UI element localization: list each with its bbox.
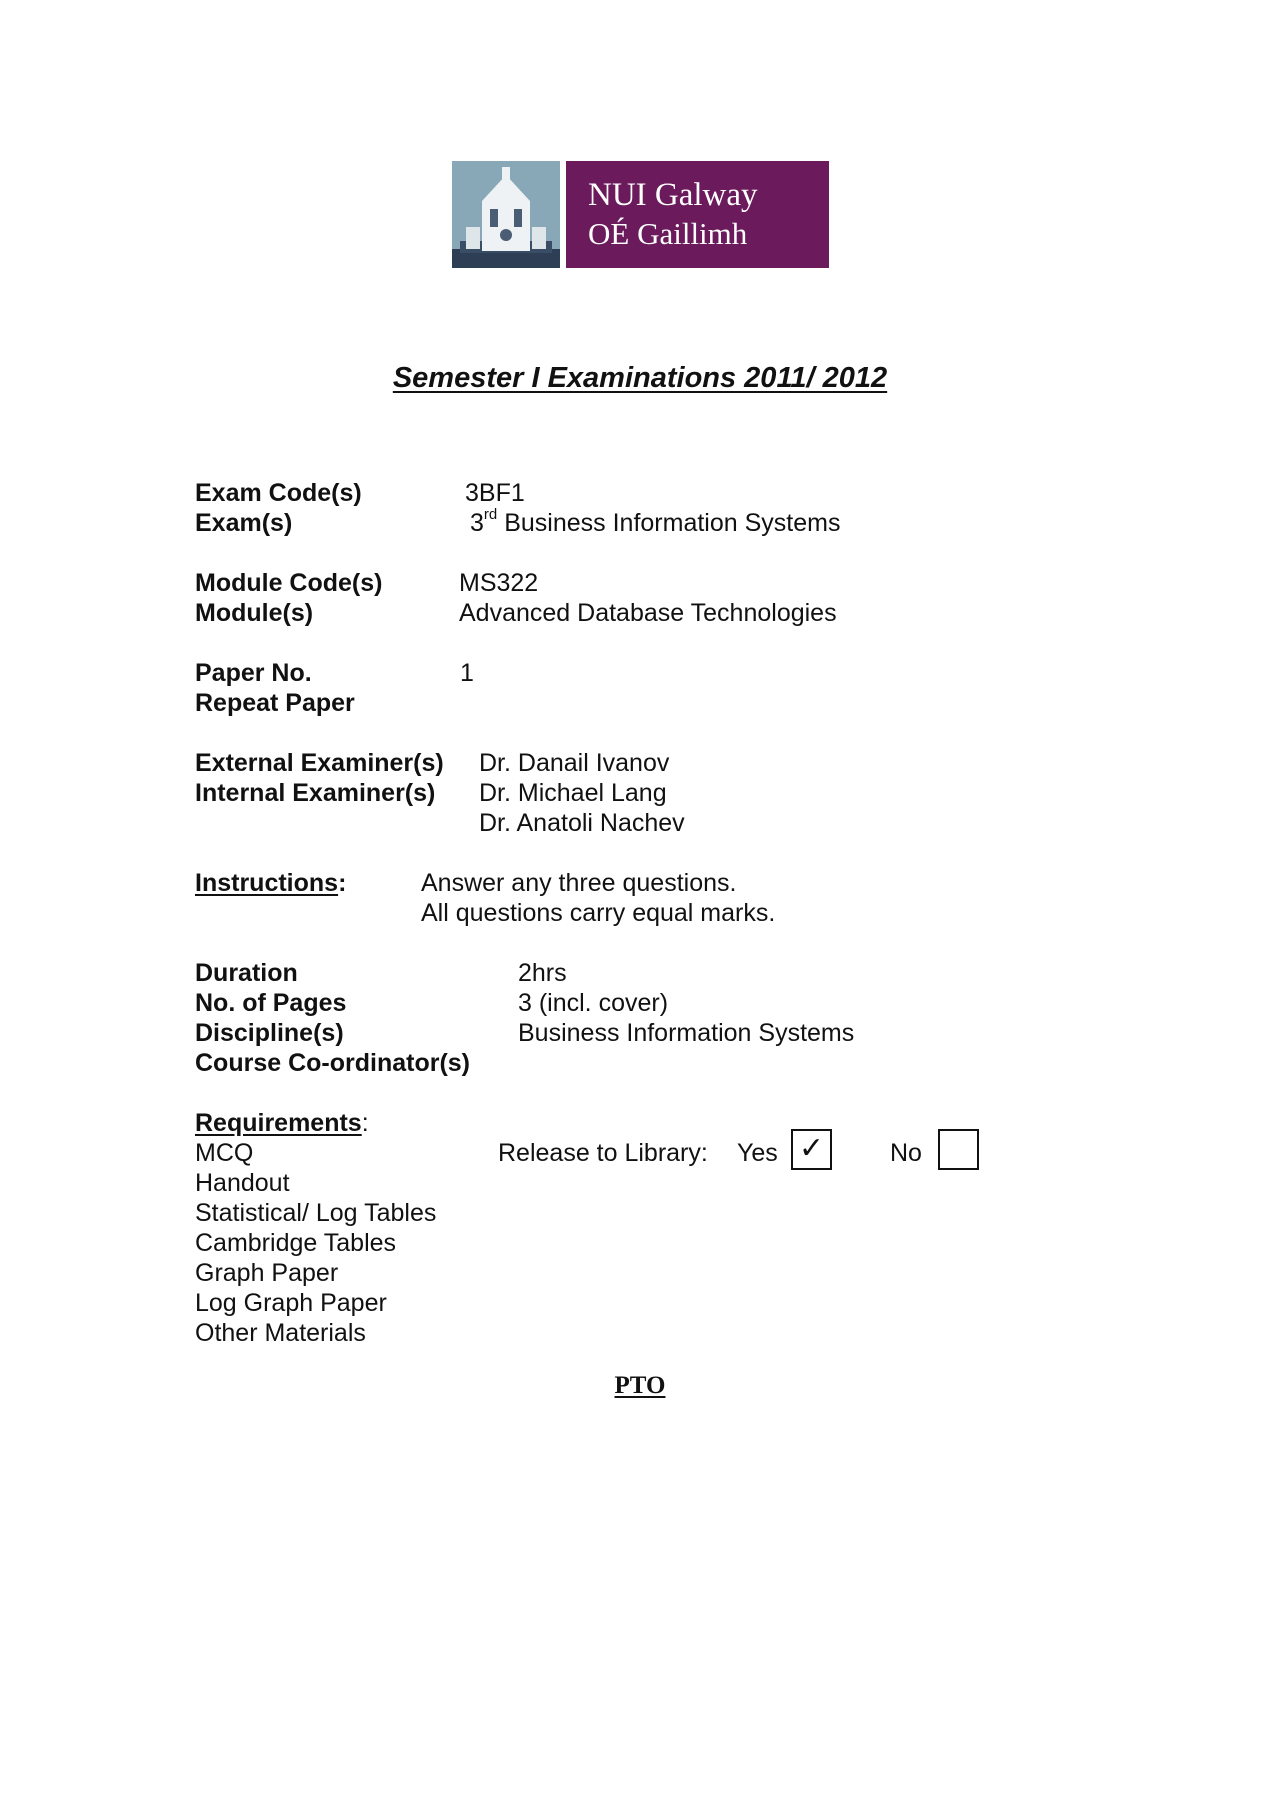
logo-line-irish: OÉ Gaillimh [588, 216, 748, 251]
pages-label: No. of Pages [195, 989, 347, 1017]
exam-value [470, 505, 841, 538]
exam-code-value: 3BF1 [465, 479, 525, 507]
exam-code-label: Exam Code(s) [195, 479, 362, 507]
release-yes-checkbox[interactable] [791, 1129, 832, 1170]
duration-label: Duration [195, 959, 298, 987]
requirement-item: Graph Paper [195, 1259, 339, 1287]
requirement-item: Handout [195, 1169, 290, 1197]
requirement-item: Log Graph Paper [195, 1289, 387, 1317]
coordinator-label: Course Co-ordinator(s) [195, 1049, 470, 1077]
logo-wordmark [566, 161, 829, 268]
building-tower-icon [452, 161, 560, 268]
module-code-label: Module Code(s) [195, 569, 383, 597]
exam-programme: Business Information Systems [504, 509, 841, 537]
instruction-line: Answer any three questions. [421, 869, 737, 897]
requirement-item: Statistical/ Log Tables [195, 1199, 437, 1227]
module-value: Advanced Database Technologies [459, 599, 837, 627]
pto-footer: PTO [614, 1372, 666, 1399]
requirement-item: Other Materials [195, 1319, 366, 1347]
requirement-item: MCQ [195, 1139, 254, 1167]
module-code-value: MS322 [459, 569, 539, 597]
instructions-label: Instructions: [195, 869, 347, 897]
external-examiner-value: Dr. Danail Ivanov [479, 749, 670, 777]
exam-year-number: 3 [470, 509, 484, 537]
logo-line-english: NUI Galway [588, 177, 758, 213]
page-title: Semester I Examinations 2011/ 2012 [392, 362, 888, 394]
paper-no-value: 1 [460, 659, 474, 687]
release-to-library-label: Release to Library: [498, 1139, 708, 1167]
internal-examiner-value: Dr. Anatoli Nachev [479, 809, 685, 837]
discipline-value: Business Information Systems [518, 1019, 855, 1047]
requirements-label: Requirements: [195, 1109, 369, 1137]
checkmark-icon: ✓ [798, 1131, 825, 1166]
discipline-label: Discipline(s) [195, 1019, 344, 1047]
external-examiner-label: External Examiner(s) [195, 749, 444, 777]
nui-galway-logo [452, 161, 829, 268]
internal-examiner-value: Dr. Michael Lang [479, 779, 667, 807]
paper-no-label: Paper No. [195, 659, 312, 687]
release-yes-label: Yes [737, 1139, 778, 1167]
module-label: Module(s) [195, 599, 314, 627]
duration-value: 2hrs [518, 959, 567, 987]
pages-value: 3 (incl. cover) [518, 989, 669, 1017]
release-no-checkbox[interactable] [938, 1129, 979, 1170]
exam-label: Exam(s) [195, 509, 293, 537]
release-no-label: No [890, 1139, 922, 1167]
repeat-paper-label: Repeat Paper [195, 689, 355, 717]
requirement-item: Cambridge Tables [195, 1229, 397, 1257]
exam-year-suffix: rd [483, 505, 498, 523]
instruction-line: All questions carry equal marks. [421, 899, 776, 927]
internal-examiner-label: Internal Examiner(s) [195, 779, 436, 807]
